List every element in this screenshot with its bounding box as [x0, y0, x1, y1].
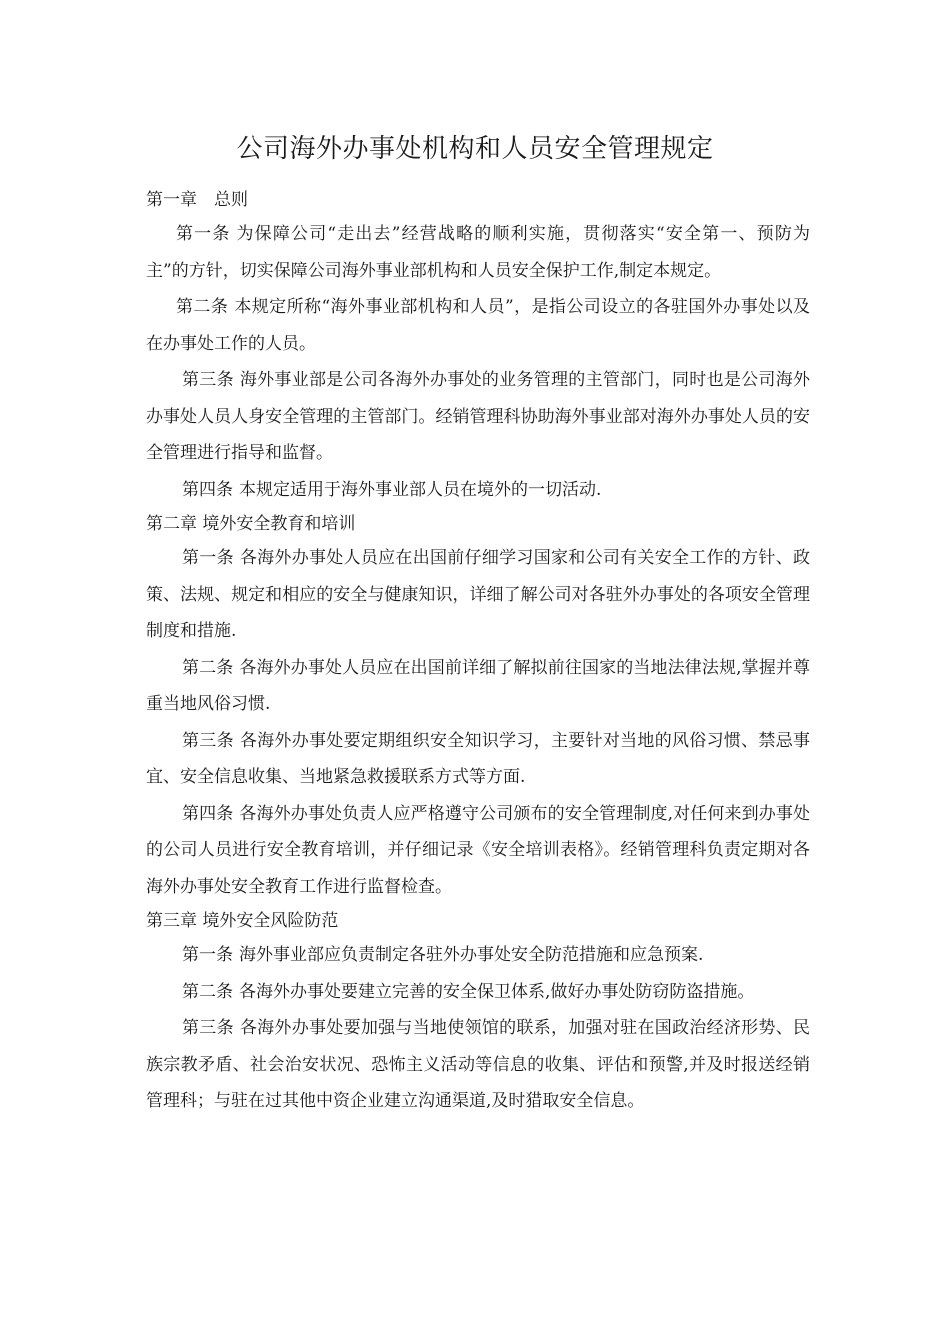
chapter-1-heading: 第一章 总则: [146, 190, 248, 210]
chapter-3-heading: 第三章 境外安全风险防范: [146, 911, 339, 931]
article-text: 本规定适用于海外事业部人员在境外的一切活动.: [239, 479, 602, 500]
article-text: 各海外办事处人员应在出国前仔细学习国家和公司有关安全工作的方针、政策、法规、规定和相应的安全与健康知识，详细了解公司对各驻外办事处的各项安全管理制度和措施.: [146, 548, 811, 641]
article-text: 各海外办事处人员应在出国前详细了解拟前往国家的当地法律法规,掌握并尊重当地风俗习惯.: [146, 657, 811, 714]
article-text: 为保障公司“走出去”经营战略的顺利实施，贯彻落实“安全第一、预防为主”的方针，切实保障公司海外事业部机构和人员安全保护工作,制定本规定。: [146, 224, 811, 281]
chapter-2-article-3: [146, 723, 810, 796]
article-number: 第二条: [176, 297, 229, 317]
article-text: 各海外办事处负责人应严格遵守公司颁布的安全管理制度,对任何来到办事处的公司人员进行安全教育培训，并仔细记录《安全培训表格》。经销管理科负责定期对各海外办事处安全教育工作进行监督检查。: [146, 803, 811, 897]
article-number: 第三条: [182, 1018, 234, 1038]
article-text: 海外事业部应负责制定各驻外办事处安全防范措施和应急预案.: [239, 945, 704, 965]
article-text: 海外事业部是公司各海外办事处的业务管理的主管部门，同时也是公司海外办事处人员人身安全管理的主管部门。经销管理科协助海外事业部对海外办事处人员的安全管理进行指导和监督。: [146, 370, 811, 463]
article-text: 各海外办事处要建立完善的安全保卫体系,做好办事处防窃防盗措施。: [239, 981, 755, 1002]
article-number: 第二条: [182, 657, 234, 678]
chapter-1-article-2: [146, 289, 810, 362]
chapter-3-article-3: [146, 1010, 810, 1120]
article-number: 第三条: [182, 730, 234, 751]
chapter-2-article-4: [146, 796, 810, 906]
article-number: 第四条: [182, 479, 233, 500]
chapter-1-article-3: [146, 362, 810, 472]
article-text: 各海外办事处要定期组织安全知识学习，主要针对当地的风俗习惯、禁忌事宜、安全信息收集、当地紧急救援联系方式等方面.: [146, 730, 811, 787]
article-number: 第四条: [182, 803, 234, 824]
document-title: 公司海外办事处机构和人员安全管理规定: [236, 134, 714, 164]
article-number: 第三条: [182, 370, 234, 390]
chapter-2-article-1: [146, 540, 810, 650]
article-text: 各海外办事处要加强与当地使领馆的联系，加强对驻在国政治经济形势、民族宗教矛盾、社会治安状况、恐怖主义活动等信息的收集、评估和预警,并及时报送经销管理科；与驻在过其他中资企业建立沟通渠道,及时猎取安全信息。: [146, 1018, 811, 1111]
document-body: [146, 184, 810, 1120]
article-number: 第一条: [176, 224, 231, 244]
article-number: 第一条: [182, 548, 234, 568]
chapter-3-article-1: [146, 937, 810, 974]
chapter-1-article-1: [146, 216, 810, 289]
chapter-3-article-2: [146, 974, 810, 1011]
article-number: 第一条: [182, 945, 233, 965]
article-text: 本规定所称“海外事业部机构和人员”，是指公司设立的各驻国外办事处以及在办事处工作的人员。: [146, 297, 811, 354]
chapter-1-article-4: [146, 472, 810, 509]
chapter-2-heading: 第二章 境外安全教育和培训: [146, 514, 356, 534]
chapter-2-article-2: [146, 650, 810, 723]
article-number: 第二条: [182, 981, 233, 1002]
